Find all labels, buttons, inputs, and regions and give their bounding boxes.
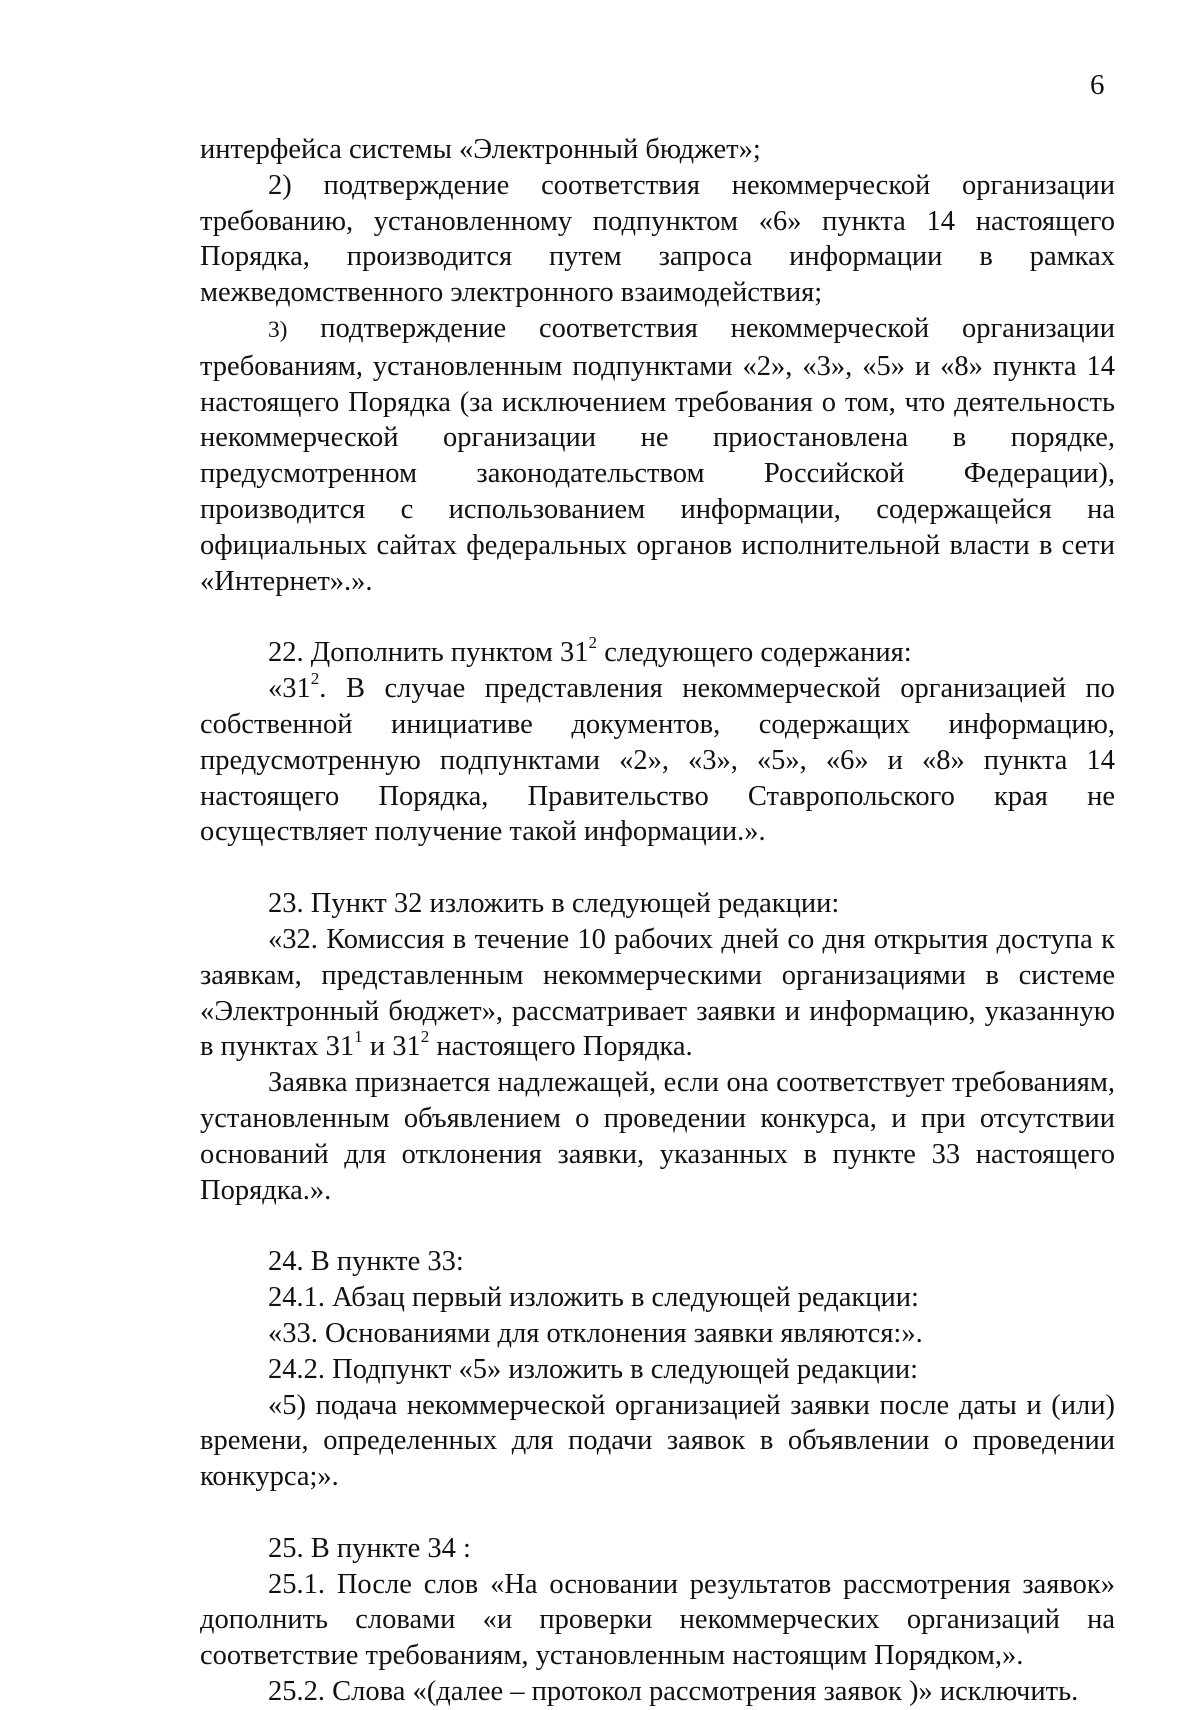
paragraph-5-text: «5) подача некоммерческой организацией заявки после даты и (или) времени, определенных для подачи заявок в объявлении о проведении конкурса;». <box>200 1389 1115 1493</box>
text-part: настоящего Порядка. <box>429 1031 693 1063</box>
paragraph-gap <box>200 1208 1115 1244</box>
text-part: 22. Дополнить пунктом 31 <box>268 637 589 669</box>
paragraph-application-proper: Заявка признается надлежащей, если она соответствует требованиям, установленным объявлением о проведении конкурса, и при отсутствии оснований для отклонения заявки, указанных в пункте 33 настоящего Порядка.». <box>200 1067 1115 1206</box>
text-part: . В случае представления некоммерческой организацией по собственной инициативе документов, содержащих информацию, предусмотренную подпунктами «2», «3», «5», «6» и «8» пункта 14 настоящего Порядка, Правительство Ставропольского края не осуществляет получение такой информации.». <box>200 673 1115 848</box>
text-part: и 31 <box>362 1031 421 1063</box>
superscript: 2 <box>310 669 320 689</box>
paragraph-23-heading: 23. Пункт 32 изложить в следующей редакции: <box>268 888 840 920</box>
text-part: следующего содержания: <box>597 637 912 669</box>
paragraph-24-1: 24.1. Абзац первый изложить в следующей редакции: <box>268 1282 919 1314</box>
paragraph-22-heading <box>200 635 1115 671</box>
page-number: 6 <box>1090 69 1105 101</box>
paragraph-25-heading: 25. В пункте 34 : <box>268 1532 471 1564</box>
paragraph-31-2-text <box>200 671 1115 850</box>
paragraph-24-heading: 24. В пункте 33: <box>268 1246 464 1278</box>
paragraph-gap <box>200 850 1115 886</box>
paragraph-25-2: 25.2. Слова «(далее – протокол рассмотрения заявок )» исключить. <box>268 1676 1079 1708</box>
paragraph-gap <box>200 599 1115 635</box>
document-body <box>200 132 1115 1710</box>
paragraph-25-1: 25.1. После слов «На основании результатов рассмотрения заявок» дополнить словами «и проверки некоммерческих организаций на соответствие требованиям, установленным настоящим Порядком,». <box>200 1568 1115 1672</box>
paragraph-item-2-confirmation: 2) подтверждение соответствия некоммерческой организации требованию, установленному подпунктом «6» пункта 14 настоящего Порядка, производится путем запроса информации в рамках межведомственного электронного взаимодействия; <box>200 169 1115 309</box>
text-part: «31 <box>268 673 311 705</box>
paragraph-gap <box>200 1495 1115 1531</box>
paragraph-text: подтверждение соответствия некоммерческой организации требованиям, установленным подпунктами «2», «3», «5» и «8» пункта 14 настоящего Порядка (за исключением требования о том, что деятельность некоммерческой организации не приостановлена в порядке, предусмотренном законодательством Российской Федерации), производится с использованием информации, содержащейся на официальных сайтах федеральных органов исполнительной власти в сети «Интернет».». <box>200 312 1115 597</box>
superscript: 2 <box>420 1027 430 1047</box>
item-marker: 3) <box>268 316 288 343</box>
paragraph-interface-system: интерфейса системы «Электронный бюджет»; <box>200 134 761 165</box>
paragraph-item-3-confirmation <box>200 311 1115 599</box>
superscript: 2 <box>588 633 598 653</box>
paragraph-24-2: 24.2. Подпункт «5» изложить в следующей редакции: <box>268 1353 919 1385</box>
text-part: «32. Комиссия в течение 10 рабочих дней со дня открытия доступа к заявкам, представленным некоммерческими организациями в системе «Электронный бюджет», рассматривает заявки и информацию, указанную в пунктах 31 <box>200 923 1115 1063</box>
paragraph-33-text: «33. Основаниями для отклонения заявки являются:». <box>268 1317 923 1349</box>
superscript: 1 <box>354 1027 363 1047</box>
paragraph-32-text <box>200 922 1115 1065</box>
